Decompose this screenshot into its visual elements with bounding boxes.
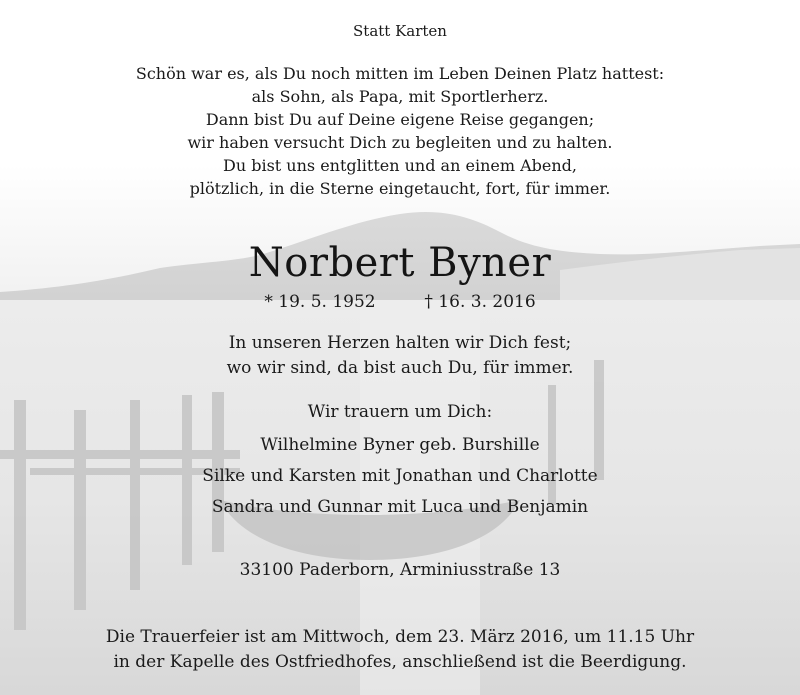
poem-line: Schön war es, als Du noch mitten im Leben Deinen Platz hattest: xyxy=(135,64,665,83)
funeral-info-line: in der Kapelle des Ostfriedhofes, anschließend ist die Beerdigung. xyxy=(113,652,687,672)
life-dates xyxy=(0,292,800,312)
family-address: 33100 Paderborn, Arminiusstraße 13 xyxy=(239,560,561,580)
poem-line: Dann bist Du auf Deine eigene Reise gegangen; xyxy=(205,110,595,129)
funeral-info-line: Die Trauerfeier ist am Mittwoch, dem 23. März 2016, um 11.15 Uhr xyxy=(105,627,695,647)
mourner-name: Wilhelmine Byner geb. Burshille xyxy=(260,435,540,455)
memorial-line: wo wir sind, da bist auch Du, für immer. xyxy=(226,358,574,378)
poem-line: wir haben versucht Dich zu begleiten und zu halten. xyxy=(187,133,613,152)
mourner-name: Sandra und Gunnar mit Luca und Benjamin xyxy=(211,497,589,517)
birth-date: * 19. 5. 1952 xyxy=(264,292,376,312)
mourner-name: Silke und Karsten mit Jonathan und Charlotte xyxy=(202,466,598,486)
poem-line: Du bist uns entglitten und an einem Abend, xyxy=(223,156,577,175)
deceased-name: Norbert Byner xyxy=(248,240,552,286)
memorial-line: In unseren Herzen halten wir Dich fest; xyxy=(228,333,572,353)
poem-line: plötzlich, in die Sterne eingetaucht, fort, für immer. xyxy=(189,179,611,198)
statt-karten-label: Statt Karten xyxy=(353,22,447,40)
poem-line: als Sohn, als Papa, mit Sportlerherz. xyxy=(251,87,549,106)
mourners-heading: Wir trauern um Dich: xyxy=(307,402,493,422)
death-date: † 16. 3. 2016 xyxy=(424,292,536,312)
